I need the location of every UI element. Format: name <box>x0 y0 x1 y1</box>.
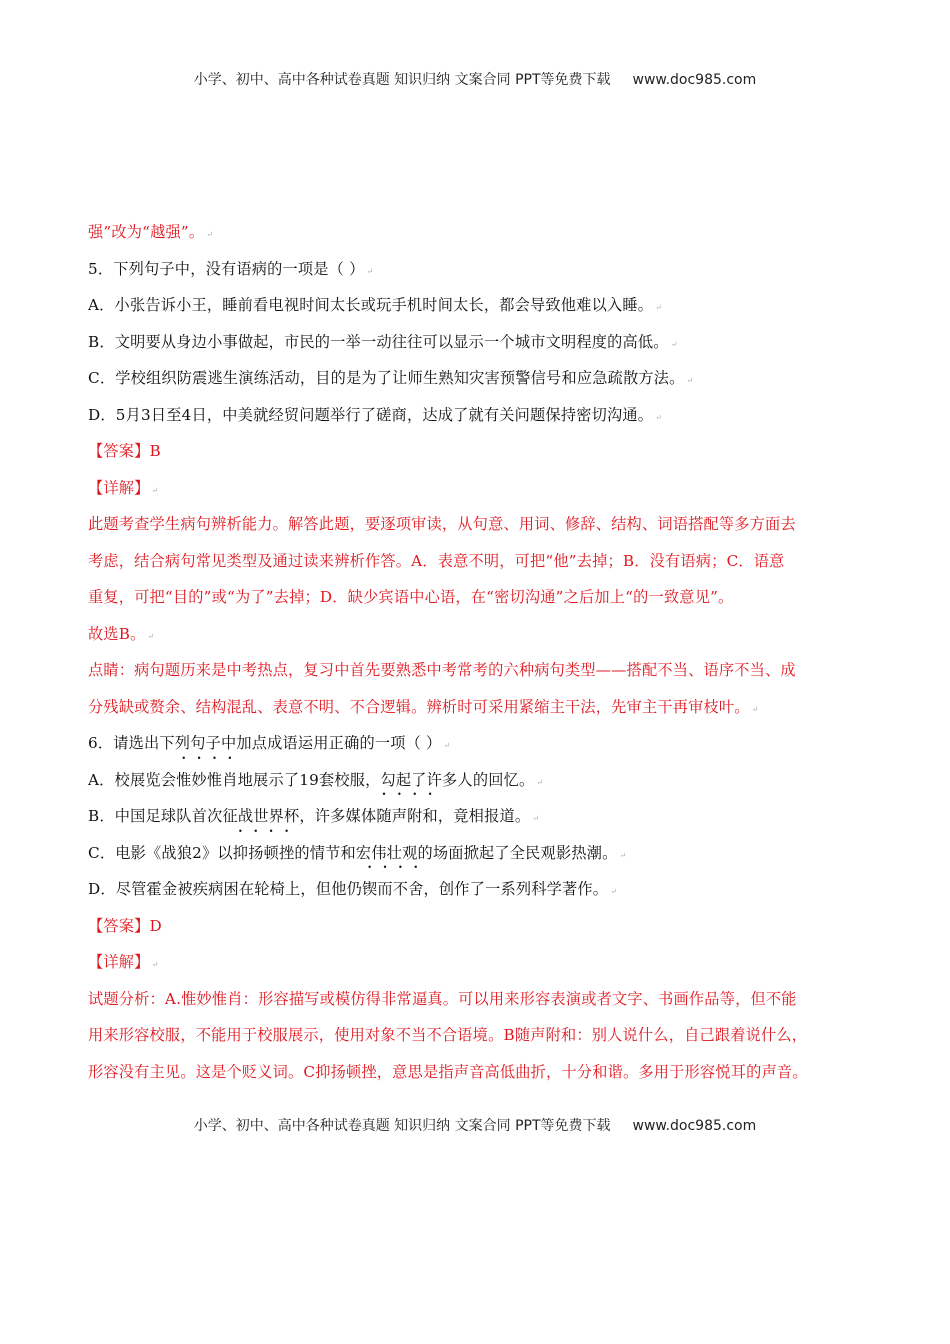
dotted-char: 顿 <box>263 843 279 862</box>
header-url[interactable]: www.doc985.com <box>632 72 757 88</box>
q6-answer: 【答案】D <box>88 916 162 935</box>
q6-stem: 6．请选出下列句子中加点成语运用正确的一项（ ） ↵ <box>88 734 451 752</box>
page-footer <box>0 1115 950 1135</box>
header-text: 小学、初中、高中各种试卷真题 知识归纳 文案合同 PPT等免费下载 <box>193 72 611 88</box>
q5-explanation-line: 此题考查学生病句辨析能力。解答此题，要逐项审读，从句意、用词、修辞、结构、词语搭配等多方面去 <box>88 515 796 533</box>
q5-tip-line: 分残缺或赘余、结构混乱、表意不明、不合逻辑。辨析时可采用紧缩主干法，先审主干再审枝叶。 ↵ <box>88 697 759 716</box>
dotted-char: 扬 <box>248 843 264 862</box>
q6-option-b: B．中国足球队首次征战世界杯，许多媒体随声附和，竟相报道。 ↵ <box>88 802 868 839</box>
dotted-char: 不 <box>392 880 409 898</box>
dotted-char: 惟 <box>176 770 192 789</box>
q5-option-b: B．文明要从身边小事做起，市民的一举一动往往可以显示一个城市文明程度的高低。 ↵ <box>88 332 678 351</box>
dotted-char: 抑 <box>232 843 249 862</box>
q5-explanation-line: 重复，可把“目的”或“为了”去掉；D．缺少宾语中心语，在“密切沟通”之后加上“的一致意见”。 <box>88 588 734 606</box>
footer-url[interactable]: www.doc985.com <box>632 1118 757 1134</box>
q5-explanation-line: 故选B。 ↵ <box>88 624 155 643</box>
dotted-char: 挫 <box>278 843 295 862</box>
footer-text: 小学、初中、高中各种试卷真题 知识归纳 文案合同 PPT等免费下载 <box>193 1118 611 1134</box>
dotted-char: 舍 <box>408 880 424 898</box>
q6-analysis-line: 试题分析：A.惟妙惟肖：形容描写或模仿得非常逼真。可以用来形容表演或者文字、书画作品等，但不能 <box>88 989 797 1008</box>
q5-explanation-line: 考虑，结合病句常见类型及通过读来辨析作答。A．表意不明，可把“他”去掉；B．没有语病；C．语意 <box>88 551 785 570</box>
q5-option-a: A．小张告诉小王，睡前看电视时间太长或玩手机时间太长，都会导致他难以入睡。 ↵ <box>88 296 663 314</box>
dotted-char: 惟 <box>206 770 223 789</box>
q6-detail-heading: 【详解】 ↵ <box>88 953 159 971</box>
dotted-char: 肖 <box>222 770 238 789</box>
dotted-char: 声 <box>391 807 408 825</box>
q5-stem: 5．下列句子中，没有语病的一项是（ ） ↵ <box>88 259 374 278</box>
dotted-char: 随 <box>376 807 392 825</box>
dotted-char: 妙 <box>191 770 207 789</box>
dotted-char: 附 <box>407 807 423 825</box>
continuation-line: 强”改为“越强”。 ↵ <box>88 223 214 241</box>
q5-detail-heading: 【详解】 ↵ <box>88 478 159 497</box>
q6-analysis-line: 形容没有主见。这是个贬义词。C抑扬顿挫，意思是指声音高低曲折，十分和谐。多用于形容悦耳的声音。 <box>88 1062 808 1081</box>
q5-tip-line: 点睛：病句题历来是中考热点，复习中首先要熟悉中考常考的六种病句类型——搭配不当、语序不当、成 <box>88 661 796 679</box>
dotted-char: 和 <box>422 807 438 825</box>
q5-option-d: D．5月3日至4日，中美就经贸问题举行了磋商，达成了就有关问题保持密切沟通。 ↵ <box>88 405 663 424</box>
document-content <box>88 218 868 1094</box>
dotted-char: 而 <box>377 880 393 898</box>
q6-option-c: C．电影《战狼2》以抑扬顿挫的情节和宏伟壮观的场面掀起了全民观影热潮。 ↵ <box>88 839 868 876</box>
dotted-char: 锲 <box>361 880 378 898</box>
q6-option-d: D．尽管霍金被疾病困在轮椅上，但他仍锲而不舍，创作了一系列科学著作。 ↵ <box>88 875 868 912</box>
q5-option-c: C．学校组织防震逃生演练活动，目的是为了让师生熟知灾害预警信号和应急疏散方法。 ↵ <box>88 369 694 387</box>
q6-analysis-line: 用来形容校服，不能用于校服展示，使用对象不当不合语境。B随声附和：别人说什么，自己跟着说什么， <box>88 1026 808 1044</box>
q5-answer: 【答案】B <box>88 442 161 460</box>
q6-option-a: A．校展览会惟妙惟肖地展示了19套校服，勾起了许多人的回忆。 ↵ <box>88 766 868 803</box>
page-header <box>0 69 950 89</box>
